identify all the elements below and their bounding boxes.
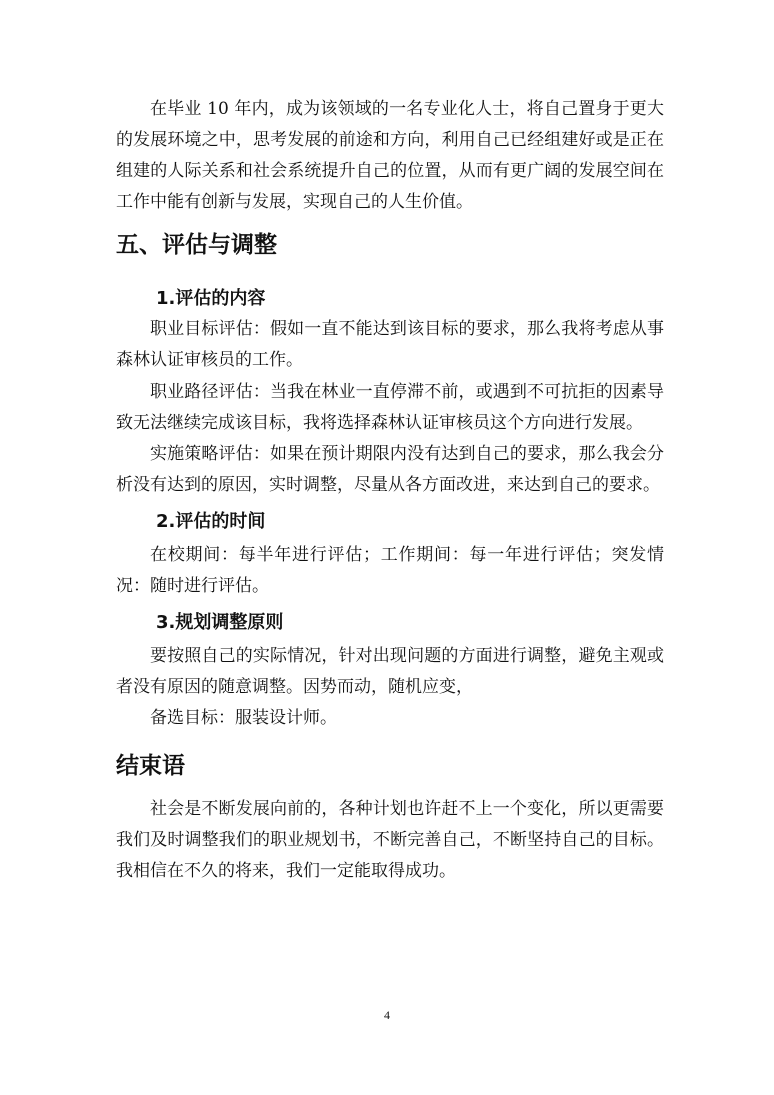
paragraph-strategy-evaluation: 实施策略评估：如果在预计期限内没有达到自己的要求，那么我会分析没有达到的原因，实时调整，尽量从各方面改进，来达到自己的要求。 [116, 444, 664, 495]
section-heading-conclusion: 结束语 [116, 753, 185, 779]
subheading-evaluation-time: 2.评估的时间 [156, 511, 266, 532]
paragraph-evaluation-time: 在校期间：每半年进行评估；工作期间：每一年进行评估；突发情况：随时进行评估。 [116, 545, 664, 596]
section-heading-evaluation: 五、评估与调整 [116, 232, 277, 258]
intro-paragraph: 在毕业 10 年内，成为该领域的一名专业化人士，将自己置身于更大的发展环境之中，思考发展的前途和方向，利用自己已经组建好或是正在组建的人际关系和社会系统提升自己的位置，从而有更广阔的发展空间在工作中能有创新与发展，实现自己的人生价值。 [116, 99, 664, 212]
subheading-evaluation-content: 1.评估的内容 [156, 288, 266, 309]
subheading-adjustment-principles: 3.规划调整原则 [156, 612, 284, 633]
paragraph-career-goal-evaluation: 职业目标评估：假如一直不能达到该目标的要求，那么我将考虑从事森林认证审核员的工作。 [116, 319, 664, 370]
paragraph-career-path-evaluation: 职业路径评估：当我在林业一直停滞不前，或遇到不可抗拒的因素导致无法继续完成该目标，我将选择森林认证审核员这个方向进行发展。 [116, 382, 664, 433]
paragraph-alternative-goal: 备选目标：服装设计师。 [150, 708, 337, 728]
paragraph-adjustment-principles: 要按照自己的实际情况，针对出现问题的方面进行调整，避免主观或者没有原因的随意调整。因势而动，随机应变， [116, 646, 664, 697]
page-number: 4 [384, 1008, 390, 1022]
paragraph-conclusion: 社会是不断发展向前的，各种计划也许赶不上一个变化，所以更需要我们及时调整我们的职业规划书，不断完善自己，不断坚持自己的目标。我相信在不久的将来，我们一定能取得成功。 [116, 799, 664, 881]
